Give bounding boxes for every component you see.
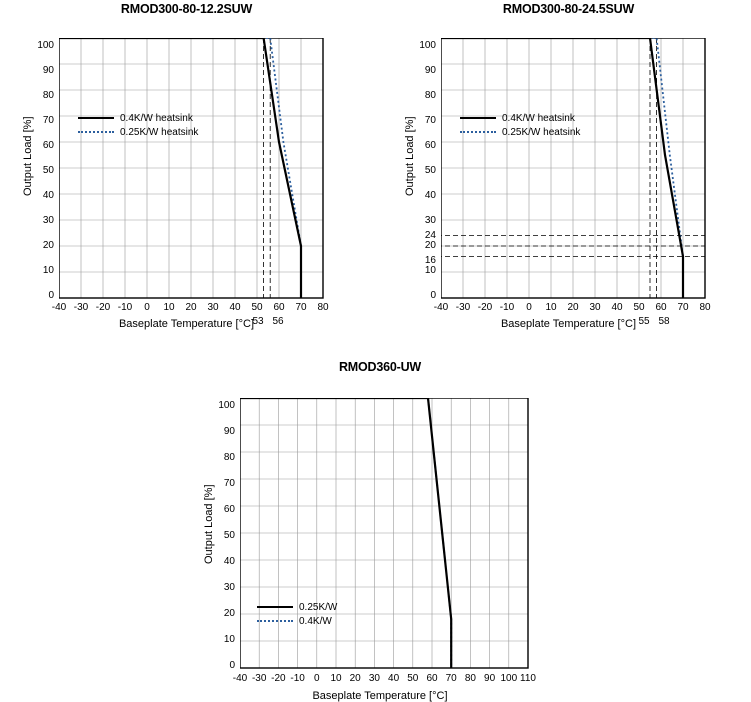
y-tick-80: 80 <box>424 90 436 101</box>
y-tick-100: 100 <box>419 40 436 51</box>
x-tick-30: 30 <box>368 673 380 684</box>
chart-rmod300-80-12-2suw <box>14 0 359 330</box>
y-tick-24: 24 <box>424 230 436 241</box>
x-tick--20: -20 <box>271 673 286 684</box>
y-tick-80: 80 <box>223 452 235 463</box>
plot-canvas <box>441 38 731 308</box>
x-tick-20: 20 <box>567 302 579 313</box>
x-tick-50: 50 <box>633 302 645 313</box>
x-tick-20: 20 <box>185 302 197 313</box>
plot-area <box>14 16 359 330</box>
y-tick-30: 30 <box>424 215 436 226</box>
y-tick-60: 60 <box>223 504 235 515</box>
y-tick-50: 50 <box>42 165 54 176</box>
y-tick-20: 20 <box>42 240 54 251</box>
chart-title: RMOD360-UW <box>338 360 422 374</box>
y-tick-60: 60 <box>42 140 54 151</box>
x-tick-80: 80 <box>699 302 711 313</box>
y-tick-40: 40 <box>223 556 235 567</box>
y-tick-100: 100 <box>37 40 54 51</box>
x-tick-70: 70 <box>445 673 457 684</box>
annotation-56: 56 <box>272 316 284 327</box>
x-tick-80: 80 <box>317 302 329 313</box>
y-tick-90: 90 <box>223 426 235 437</box>
x-tick-100: 100 <box>500 673 518 684</box>
plot-area <box>195 374 565 702</box>
x-tick--10: -10 <box>499 302 515 313</box>
y-tick-50: 50 <box>223 530 235 541</box>
y-tick-20: 20 <box>223 608 235 619</box>
x-tick-60: 60 <box>273 302 285 313</box>
legend-line-dotted-icon <box>78 131 114 133</box>
legend-line-dotted-icon <box>460 131 496 133</box>
x-tick-0: 0 <box>314 673 320 684</box>
chart-rmod300-80-24-5suw <box>396 0 741 330</box>
x-tick-0: 0 <box>526 302 532 313</box>
y-tick-90: 90 <box>424 65 436 76</box>
y-tick-60: 60 <box>424 140 436 151</box>
legend-label: 0.25K/W heatsink <box>120 126 199 138</box>
x-tick--40: -40 <box>232 673 248 684</box>
legend-line-solid-icon <box>257 606 293 608</box>
x-tick--30: -30 <box>251 673 267 684</box>
x-tick--30: -30 <box>455 302 471 313</box>
x-tick-90: 90 <box>484 673 496 684</box>
chart-legend <box>78 111 198 139</box>
y-tick-30: 30 <box>223 582 235 593</box>
y-tick-0: 0 <box>430 290 436 301</box>
legend-item-solid <box>460 111 580 125</box>
legend-line-solid-icon <box>78 117 114 119</box>
legend-label: 0.4K/W heatsink <box>502 112 575 124</box>
legend-line-dotted-icon <box>257 620 293 622</box>
chart-title: RMOD300-80-12.2SUW <box>120 2 253 16</box>
y-tick-10: 10 <box>42 265 54 276</box>
x-tick-10: 10 <box>163 302 175 313</box>
x-tick-30: 30 <box>207 302 219 313</box>
x-tick--30: -30 <box>73 302 89 313</box>
x-tick-10: 10 <box>330 673 342 684</box>
legend-item-dotted <box>257 614 337 628</box>
legend-item-solid <box>78 111 198 125</box>
x-tick--20: -20 <box>477 302 493 313</box>
x-tick-40: 40 <box>229 302 241 313</box>
legend-item-dotted <box>460 125 580 139</box>
x-tick-40: 40 <box>611 302 623 313</box>
y-tick-100: 100 <box>218 400 235 411</box>
x-tick-30: 30 <box>589 302 601 313</box>
chart-title: RMOD300-80-24.5SUW <box>502 2 635 16</box>
y-tick-40: 40 <box>42 190 54 201</box>
plot-canvas <box>59 38 349 308</box>
y-tick-0: 0 <box>48 290 54 301</box>
x-axis-title: Baseplate Temperature [°C] <box>118 318 255 330</box>
x-tick-10: 10 <box>545 302 557 313</box>
y-tick-90: 90 <box>42 65 54 76</box>
y-tick-10: 10 <box>424 265 436 276</box>
x-tick-70: 70 <box>295 302 307 313</box>
y-tick-50: 50 <box>424 165 436 176</box>
legend-label: 0.25K/W <box>299 601 338 613</box>
chart-legend <box>460 111 580 139</box>
legend-label: 0.25K/W heatsink <box>502 126 581 138</box>
plot-canvas <box>240 398 560 678</box>
annotation-58: 58 <box>658 316 670 327</box>
y-tick-70: 70 <box>424 115 436 126</box>
y-tick-0: 0 <box>229 660 235 671</box>
x-tick--10: -10 <box>117 302 133 313</box>
annotation-55: 55 <box>638 316 650 327</box>
x-tick-70: 70 <box>677 302 689 313</box>
chart-legend <box>257 600 337 628</box>
chart-rmod360-uw <box>195 358 565 702</box>
x-tick-20: 20 <box>349 673 361 684</box>
x-tick--20: -20 <box>95 302 111 313</box>
x-axis-title: Baseplate Temperature [°C] <box>312 690 448 702</box>
y-tick-70: 70 <box>42 115 54 126</box>
x-tick-40: 40 <box>388 673 400 684</box>
x-tick-50: 50 <box>251 302 263 313</box>
x-tick-50: 50 <box>407 673 419 684</box>
y-axis-title: Output Load [%] <box>203 484 215 564</box>
x-tick--40: -40 <box>433 302 449 313</box>
plot-area <box>396 16 741 330</box>
y-axis-title: Output Load [%] <box>404 116 416 196</box>
x-axis-title: Baseplate Temperature [°C] <box>500 318 637 330</box>
y-tick-80: 80 <box>42 90 54 101</box>
legend-item-solid <box>257 600 337 614</box>
y-axis-title: Output Load [%] <box>22 116 34 196</box>
legend-line-solid-icon <box>460 117 496 119</box>
x-tick-80: 80 <box>464 673 476 684</box>
x-tick-110: 110 <box>520 673 536 684</box>
x-tick--10: -10 <box>290 673 305 684</box>
x-tick--40: -40 <box>51 302 67 313</box>
y-tick-16: 16 <box>424 255 436 266</box>
x-tick-60: 60 <box>426 673 438 684</box>
y-tick-40: 40 <box>424 190 436 201</box>
annotation-53: 53 <box>252 316 264 327</box>
legend-label: 0.4K/W <box>299 615 332 627</box>
y-tick-10: 10 <box>223 634 235 645</box>
x-tick-60: 60 <box>655 302 667 313</box>
y-tick-70: 70 <box>223 478 235 489</box>
x-tick-0: 0 <box>144 302 150 313</box>
legend-item-dotted <box>78 125 198 139</box>
y-tick-20: 20 <box>424 240 436 251</box>
legend-label: 0.4K/W heatsink <box>120 112 193 124</box>
y-tick-30: 30 <box>42 215 54 226</box>
